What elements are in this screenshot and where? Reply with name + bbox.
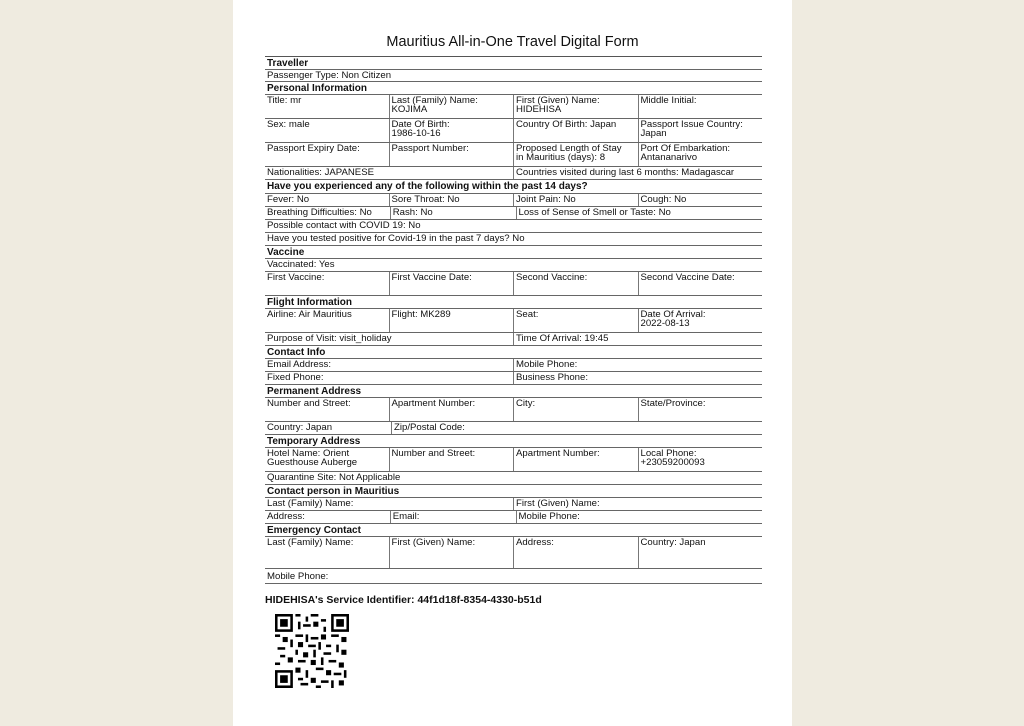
form-title: Mauritius All-in-One Travel Digital Form xyxy=(386,34,639,50)
arrival-date-field: Date Of Arrival: 2022-08-13 xyxy=(638,309,763,332)
dob-field: Date Of Birth: 1986-10-16 xyxy=(389,119,514,142)
covid-contact-field: Possible contact with COVID 19: No xyxy=(267,220,421,231)
section-traveller: Traveller xyxy=(267,58,309,69)
seat-field: Seat: xyxy=(513,309,638,332)
sex-field: Sex: male xyxy=(267,119,310,130)
stay-length-field: Proposed Length of Stay in Mauritius (days): 8 xyxy=(513,143,638,166)
flight-field: Flight: MK289 xyxy=(389,309,514,332)
travel-form xyxy=(265,56,762,584)
passport-expiry-field: Passport Expiry Date: xyxy=(267,143,360,154)
em-country-field: Country: Japan xyxy=(638,537,763,568)
country-birth-field: Country Of Birth: Japan xyxy=(513,119,638,142)
cp-first-name-field: First (Given) Name: xyxy=(513,498,762,510)
em-address-field: Address: xyxy=(513,537,638,568)
sore-throat-field: Sore Throat: No xyxy=(389,194,514,206)
countries-visited-field: Countries visited during last 6 months: Madagascar xyxy=(513,167,762,179)
cp-mobile-field: Mobile Phone: xyxy=(516,511,763,523)
section-permanent-address: Permanent Address xyxy=(267,386,362,397)
covid-positive-field: Have you tested positive for Covid-19 in the past 7 days? No xyxy=(267,233,525,244)
joint-pain-field: Joint Pain: No xyxy=(513,194,638,206)
cough-field: Cough: No xyxy=(638,194,763,206)
em-mobile-field: Mobile Phone: xyxy=(267,571,329,582)
document-page xyxy=(233,0,792,726)
em-first-name-field: First (Given) Name: xyxy=(389,537,514,568)
quarantine-field: Quarantine Site: Not Applicable xyxy=(267,472,401,483)
second-vaccine-date-field: Second Vaccine Date: xyxy=(638,272,763,295)
cp-address-field: Address: xyxy=(267,511,305,522)
perm-state-field: State/Province: xyxy=(638,398,763,421)
em-last-name-field: Last (Family) Name: xyxy=(267,537,354,548)
hotel-name-field: Hotel Name: Orient Guesthouse Auberge xyxy=(267,448,358,469)
mobile-field: Mobile Phone: xyxy=(513,359,762,371)
business-phone-field: Business Phone: xyxy=(513,372,762,384)
second-vaccine-field: Second Vaccine: xyxy=(513,272,638,295)
title-field: Title: mr xyxy=(267,95,302,106)
perm-apartment-field: Apartment Number: xyxy=(389,398,514,421)
nationalities-field: Nationalities: JAPANESE xyxy=(267,167,374,178)
section-vaccine: Vaccine xyxy=(267,247,305,258)
qr-code xyxy=(275,614,349,688)
passenger-type: Passenger Type: Non Citizen xyxy=(267,70,392,81)
last-name-field: Last (Family) Name: KOJIMA xyxy=(389,95,514,118)
section-personal: Personal Information xyxy=(267,83,368,94)
passport-issue-field: Passport Issue Country: Japan xyxy=(638,119,763,142)
section-contact-person: Contact person in Mauritius xyxy=(267,486,400,497)
temp-street-field: Number and Street: xyxy=(389,448,514,471)
fixed-phone-field: Fixed Phone: xyxy=(267,372,324,383)
fever-field: Fever: No xyxy=(267,194,310,205)
airline-field: Airline: Air Mauritius xyxy=(267,309,352,320)
cp-last-name-field: Last (Family) Name: xyxy=(267,498,354,509)
section-flight: Flight Information xyxy=(267,297,352,308)
first-vaccine-field: First Vaccine: xyxy=(267,272,325,283)
arrival-time-field: Time Of Arrival: 19:45 xyxy=(513,333,762,345)
smell-taste-field: Loss of Sense of Smell or Taste: No xyxy=(516,207,763,219)
perm-country-field: Country: Japan xyxy=(267,422,333,433)
email-field: Email Address: xyxy=(267,359,331,370)
first-vaccine-date-field: First Vaccine Date: xyxy=(389,272,514,295)
section-contact: Contact Info xyxy=(267,347,326,358)
vaccinated-field: Vaccinated: Yes xyxy=(267,259,335,270)
perm-zip-field: Zip/Postal Code: xyxy=(391,422,762,434)
rash-field: Rash: No xyxy=(390,207,516,219)
perm-street-field: Number and Street: xyxy=(267,398,351,409)
middle-initial-field: Middle Initial: xyxy=(638,95,763,118)
section-symptoms: Have you experienced any of the following within the past 14 days? xyxy=(267,181,588,192)
perm-city-field: City: xyxy=(513,398,638,421)
port-embarkation-field: Port Of Embarkation: Antananarivo xyxy=(638,143,763,166)
cp-email-field: Email: xyxy=(390,511,516,523)
passport-number-field: Passport Number: xyxy=(389,143,514,166)
first-name-field: First (Given) Name: HIDEHISA xyxy=(513,95,638,118)
service-identifier: HIDEHISA's Service Identifier: 44f1d18f-8354-4330-b51d xyxy=(265,594,542,606)
section-emergency-contact: Emergency Contact xyxy=(267,525,361,536)
purpose-field: Purpose of Visit: visit_holiday xyxy=(267,333,392,344)
breathing-field: Breathing Difficulties: No xyxy=(267,207,372,218)
local-phone-field: Local Phone: +23059200093 xyxy=(638,448,763,471)
temp-apartment-field: Apartment Number: xyxy=(513,448,638,471)
section-temporary-address: Temporary Address xyxy=(267,436,361,447)
